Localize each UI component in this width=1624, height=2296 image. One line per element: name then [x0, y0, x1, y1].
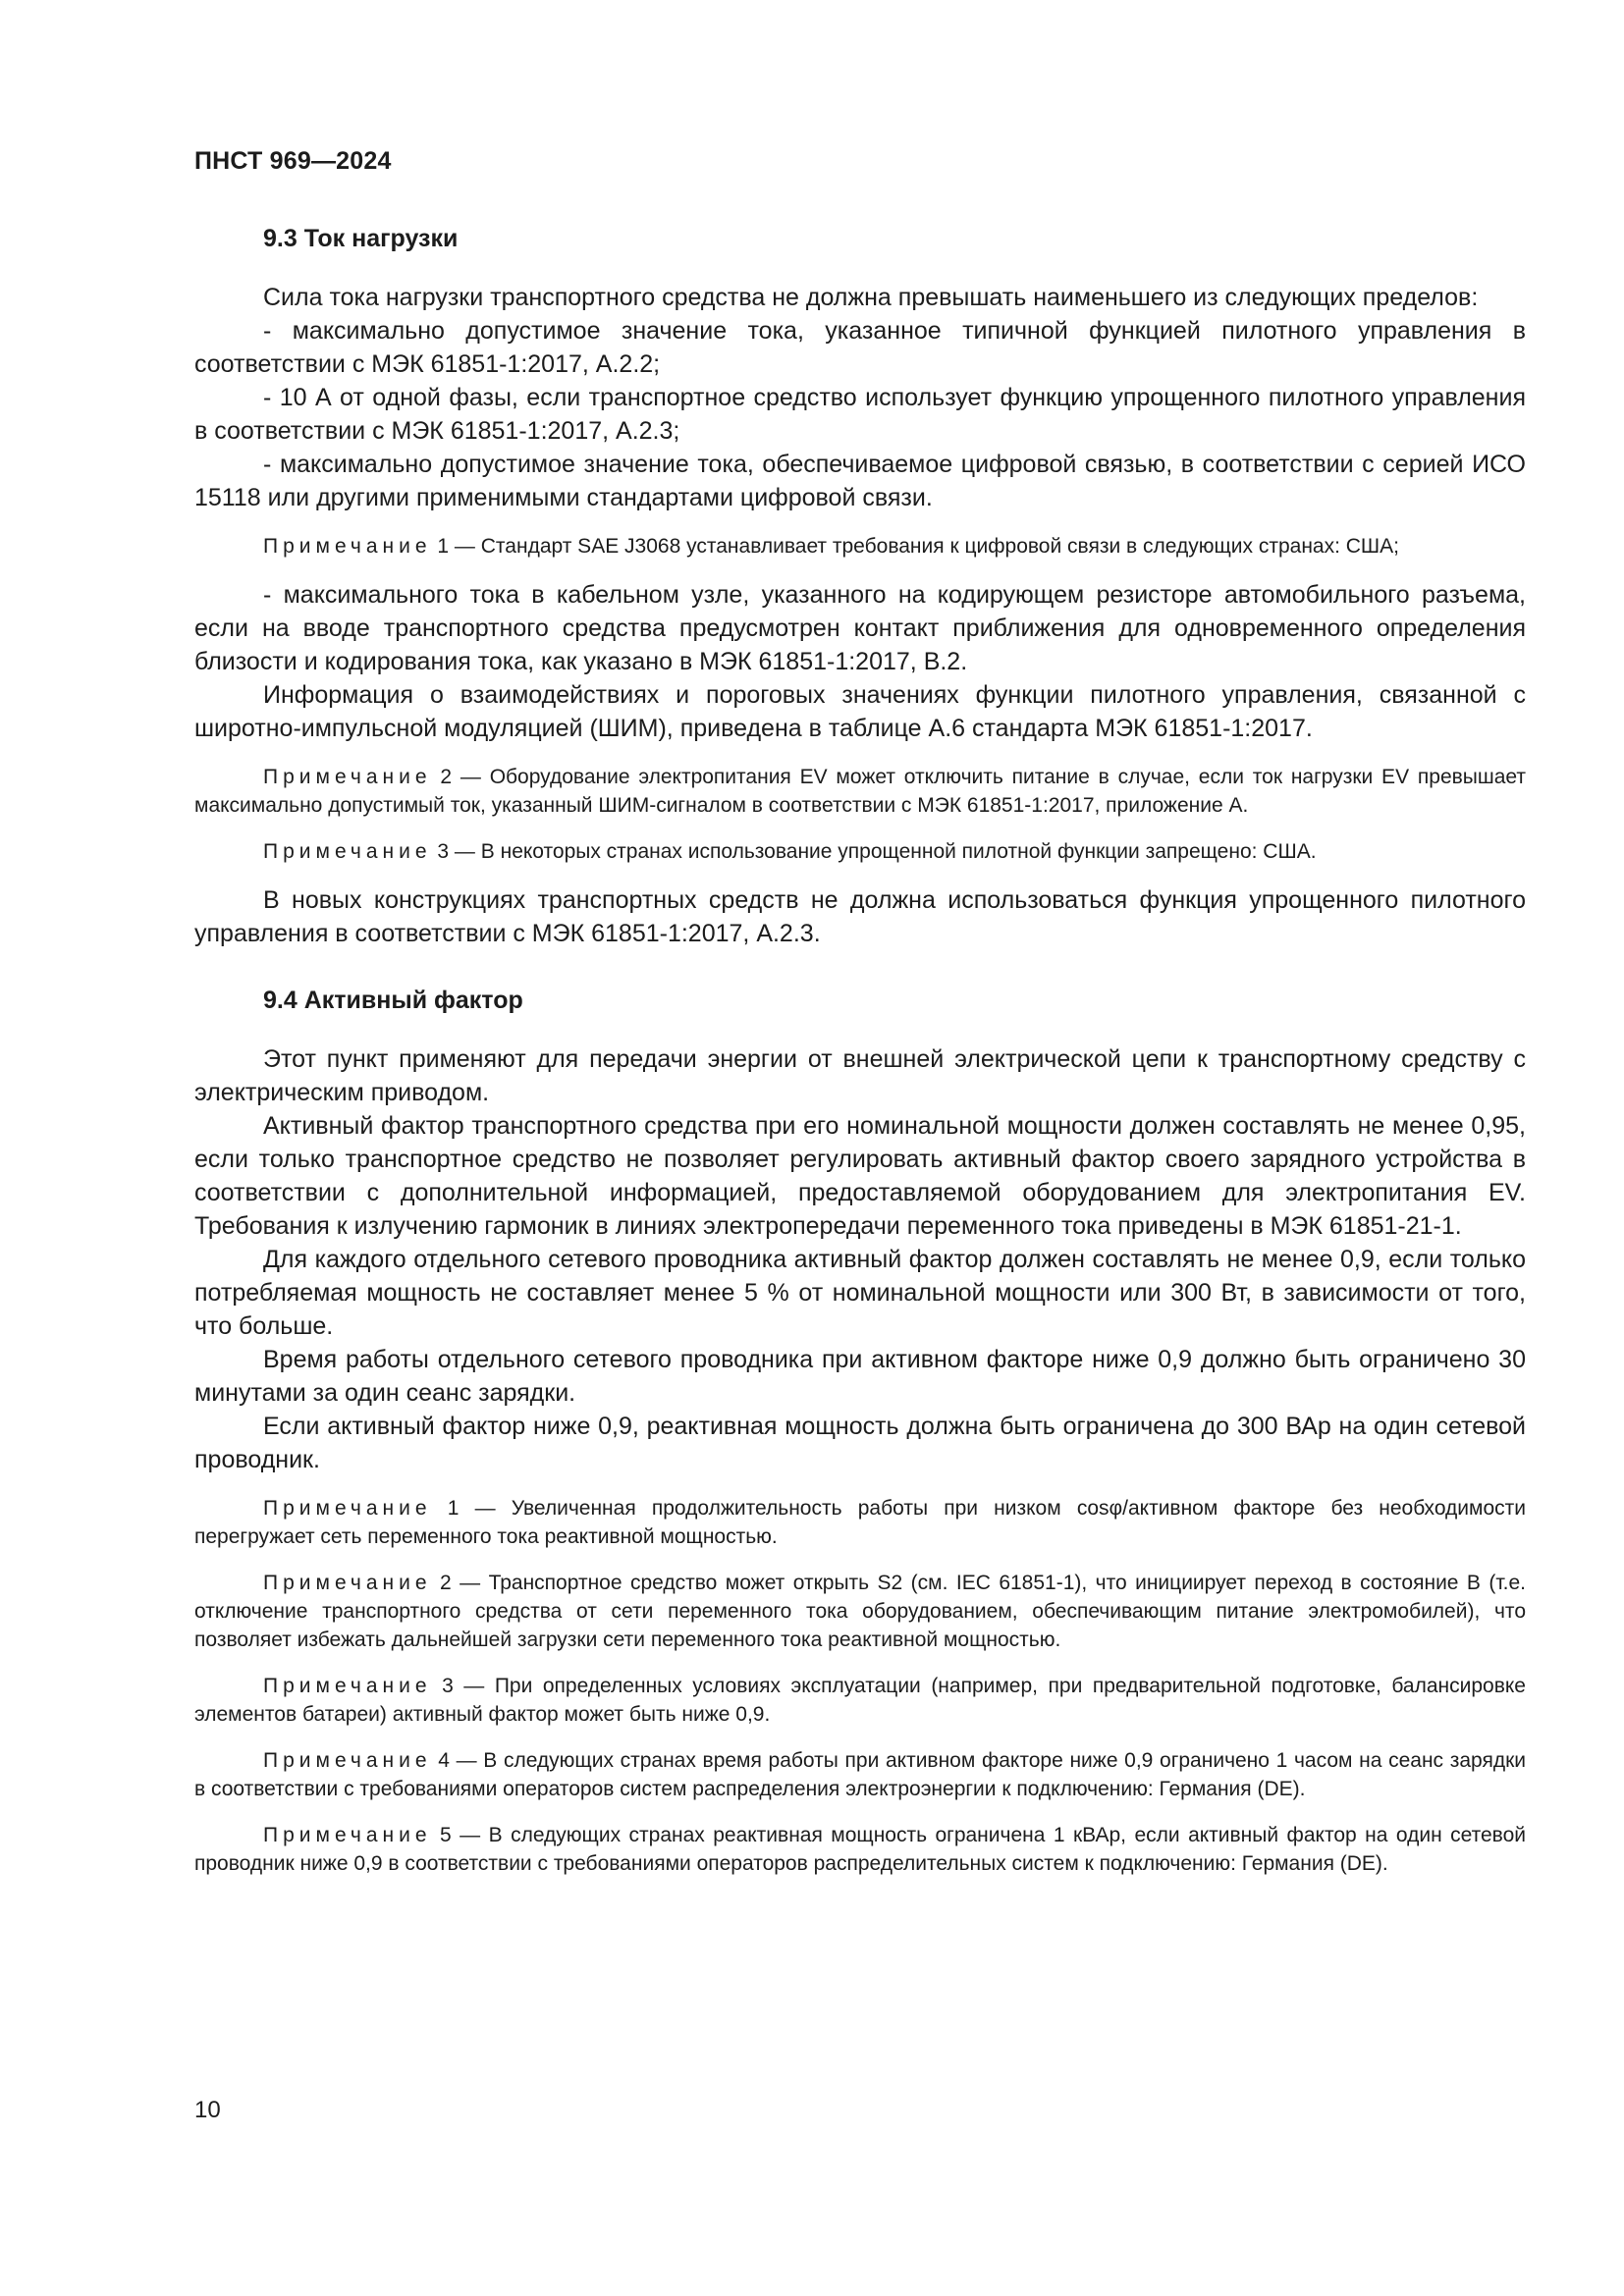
- section-9-4-note-5: [194, 1821, 1526, 1878]
- note-text: 1 — Увеличенная продолжительность работы при низком cosφ/активном факторе без необходимости перегружает сеть переменного тока реактивной мощностью.: [194, 1497, 1526, 1548]
- section-9-3-note-1: [194, 532, 1526, 561]
- note-text: 5 — В следующих странах реактивная мощность ограничена 1 кВАр, если активный фактор на один сетевой проводник ниже 0,9 в соответствии с требованиями операторов распределительных систем к подключению: Германия (DE).: [194, 1824, 1526, 1875]
- note-label: Примечание: [263, 1824, 432, 1846]
- note-label: Примечание: [263, 1749, 432, 1772]
- section-9-3-list-item-3: - максимально допустимое значение тока, обеспечиваемое цифровой связью, в соответствии с серией ИСО 15118 или другими применимыми стандартами цифровой связи.: [194, 451, 1526, 511]
- section-9-3-list-item-2: - 10 А от одной фазы, если транспортное средство использует функцию упрощенного пилотного управления в соответствии с МЭК 61851-1:2017, А.2.3;: [194, 384, 1526, 445]
- section-9-4-paragraph-3: Для каждого отдельного сетевого проводника активный фактор должен составлять не менее 0,9, если только потребляемая мощность не составляет менее 5 % от номинальной мощности или 300 Вт, в зависимости от того, что больше.: [194, 1246, 1526, 1340]
- section-9-4-note-4: [194, 1746, 1526, 1803]
- section-9-4-heading: 9.4 Активный фактор: [263, 987, 523, 1014]
- section-9-3-note-3: [194, 837, 1526, 866]
- note-text: 4 — В следующих странах время работы при активном факторе ниже 0,9 ограничено 1 часом на сеанс зарядки в соответствии с требованиями операторов систем распределения электроэнергии к подключению: Германия (DE).: [194, 1749, 1527, 1800]
- page-number: 10: [194, 2097, 221, 2123]
- note-label: Примечание: [263, 1675, 432, 1697]
- note-text: 2 — Транспортное средство может открыть S2 (см. IEC 61851-1), что инициирует переход в состояние В (т.е. отключение транспортного средства от сети переменного тока оборудованием, обеспечивающим питание электромобилей), что позволяет избежать дальнейшей загрузки сети переменного тока реактивной мощностью.: [194, 1572, 1526, 1651]
- section-9-4-note-3: [194, 1672, 1526, 1729]
- page-content: [194, 222, 1526, 1878]
- section-9-3-closing-paragraph: В новых конструкциях транспортных средств не должна использоваться функция упрощенного пилотного управления в соответствии с МЭК 61851-1:2017, А.2.3.: [194, 886, 1526, 947]
- section-9-4-paragraph-4: Время работы отдельного сетевого проводника при активном факторе ниже 0,9 должно быть ограничено 30 минутами за один сеанс зарядки.: [194, 1346, 1526, 1407]
- section-9-3-list-item-4: - максимального тока в кабельном узле, указанного на кодирующем резисторе автомобильного разъема, если на вводе транспортного средства предусмотрен контакт приближения для одновременного определения близости и кодирования тока, как указано в МЭК 61851-1:2017, В.2.: [194, 581, 1526, 675]
- section-9-3-note-2: [194, 763, 1526, 820]
- section-9-3-info-paragraph: Информация о взаимодействиях и пороговых значениях функции пилотного управления, связанной с широтно-импульсной модуляцией (ШИМ), приведена в таблице А.6 стандарта МЭК 61851-1:2017.: [194, 681, 1526, 742]
- note-label: Примечание: [263, 766, 432, 788]
- note-label: Примечание: [263, 1572, 432, 1594]
- section-9-3-heading: 9.3 Ток нагрузки: [263, 225, 459, 252]
- note-label: Примечание: [263, 535, 432, 558]
- note-text: 1 — Стандарт SAE J3068 устанавливает требования к цифровой связи в следующих странах: США;: [437, 535, 1400, 558]
- note-text: 2 — Оборудование электропитания EV может отключить питание в случае, если ток нагрузки EV превышает максимально допустимый ток, указанный ШИМ-сигналом в соответствии с МЭК 61851-1:2017, приложение А.: [194, 766, 1526, 817]
- section-9-3-list-item-1: - максимально допустимое значение тока, указанное типичной функцией пилотного управления в соответствии с МЭК 61851-1:2017, А.2.2;: [194, 317, 1526, 378]
- section-9-4-paragraph-1: Этот пункт применяют для передачи энергии от внешней электрической цепи к транспортному средству с электрическим приводом.: [194, 1045, 1526, 1106]
- section-9-4-note-1: [194, 1494, 1526, 1551]
- note-label: Примечание: [263, 1497, 432, 1520]
- document-code-header: ПНСТ 969—2024: [194, 147, 392, 175]
- section-9-4-note-2: [194, 1569, 1526, 1654]
- section-9-4-paragraph-2: Активный фактор транспортного средства при его номинальной мощности должен составлять не менее 0,95, если только транспортное средство не позволяет регулировать активный фактор своего зарядного устройства в соответствии с дополнительной информацией, предоставляемой оборудованием для электропитания EV. Требования к излучению гармоник в линиях электропередачи переменного тока приведены в МЭК 61851-21-1.: [194, 1112, 1526, 1240]
- note-text: 3 — При определенных условиях эксплуатации (например, при предварительной подготовке, балансировке элементов батареи) активный фактор может быть ниже 0,9.: [194, 1675, 1526, 1726]
- note-label: Примечание: [263, 840, 432, 863]
- section-9-3-intro: Сила тока нагрузки транспортного средства не должна превышать наименьшего из следующих пределов:: [263, 284, 1479, 311]
- note-text: 3 — В некоторых странах использование упрощенной пилотной функции запрещено: США.: [437, 840, 1317, 863]
- section-9-4-paragraph-5: Если активный фактор ниже 0,9, реактивная мощность должна быть ограничена до 300 ВАр на один сетевой проводник.: [194, 1413, 1526, 1473]
